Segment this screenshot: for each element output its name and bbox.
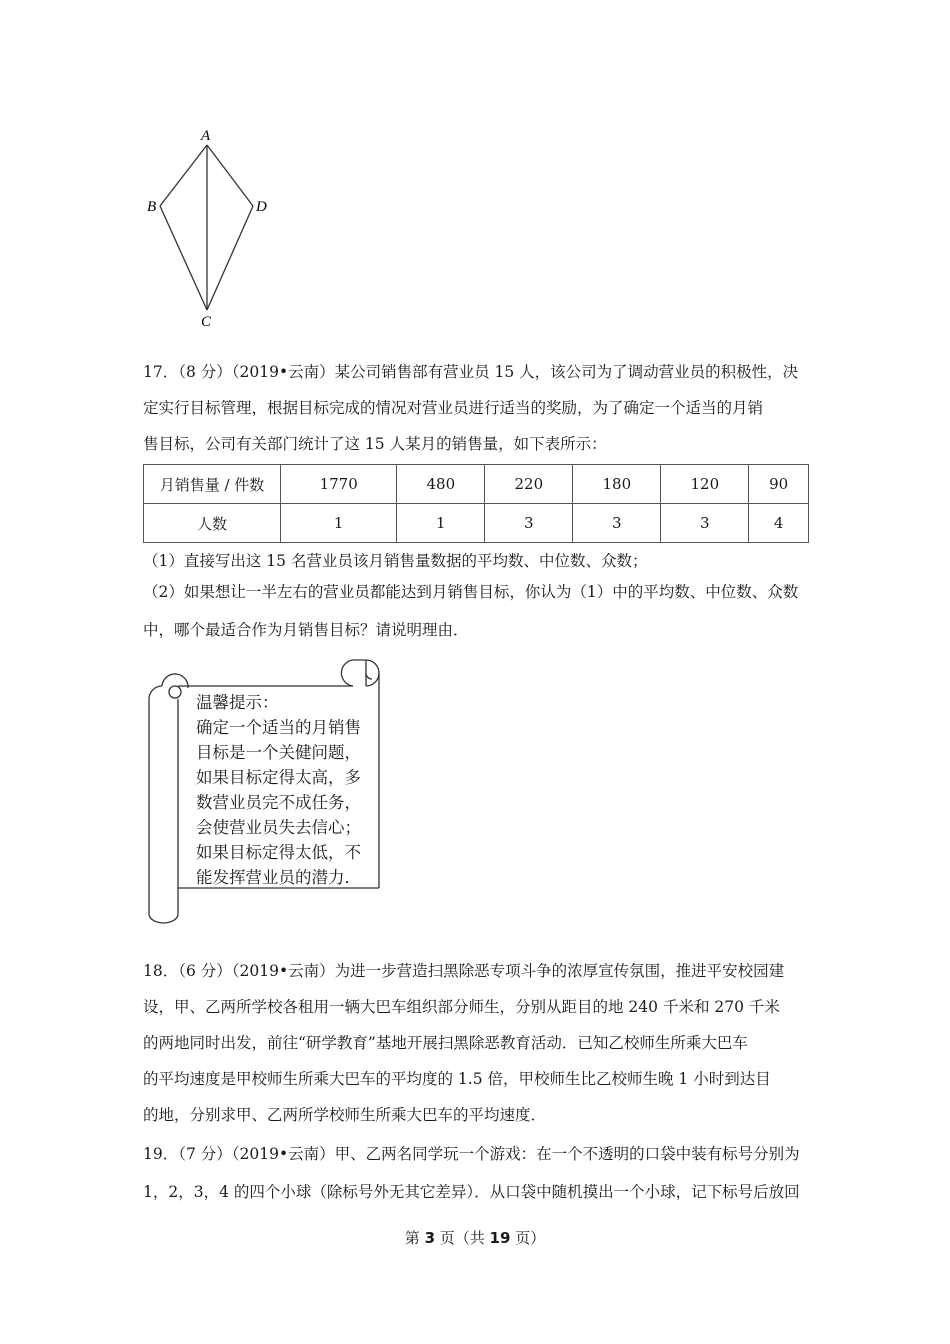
- kite-figure: [135, 120, 285, 340]
- q17-line-3: 售目标，公司有关部门统计了这 15 人某月的销售量，如下表所示：: [143, 435, 607, 453]
- q17-sub-1: （1）直接写出这 15 名营业员该月销售量数据的平均数、中位数、众数；: [143, 552, 648, 570]
- scroll-tip-text: [196, 690, 382, 890]
- q17-line-1: 17．（8 分）（2019•云南）某公司销售部有营业员 15 人，该公司为了调动营业员的积极性，决: [143, 363, 799, 381]
- edge-bc: [160, 206, 207, 310]
- q17-sub-2-line-2: 中，哪个最适合作为月销售目标？请说明理由．: [143, 621, 469, 639]
- scroll-line: 目标是一个关健问题，: [196, 743, 361, 762]
- footer-total-pages: 19: [489, 1229, 511, 1247]
- table-cell: 3: [573, 504, 661, 543]
- scroll-line: 如果目标定得太高，多: [196, 768, 361, 787]
- label-a: A: [201, 128, 211, 144]
- table-header-sales: 月销售量 / 件数: [144, 465, 281, 504]
- q18-line-3: 的两地同时出发，前往“研学教育”基地开展扫黑除恶教育活动．已知乙校师生所乘大巴车: [143, 1034, 748, 1052]
- table-cell: 90: [749, 465, 809, 504]
- table-cell: 3: [485, 504, 573, 543]
- footer-middle: 页（共: [435, 1229, 490, 1247]
- q18-line-1: 18．（6 分）（2019•云南）为进一步营造扫黑除恶专项斗争的浓厚宣传氛围，推进平安校园建: [143, 962, 785, 980]
- edge-ab: [160, 145, 207, 206]
- footer-suffix: 页）: [510, 1229, 546, 1247]
- table-cell: 1: [397, 504, 485, 543]
- table-row: [144, 465, 809, 504]
- q18-line-2: 设，甲、乙两所学校各租用一辆大巴车组织部分师生，分别从距目的地 240 千米和 270 千米: [143, 998, 780, 1016]
- q17-line-2: 定实行目标管理，根据目标完成的情况对营业员进行适当的奖励，为了确定一个适当的月销: [143, 399, 764, 417]
- scroll-line: 能发挥营业员的潜力．: [196, 868, 361, 887]
- table-cell: 120: [661, 465, 749, 504]
- q18-line-4: 的平均速度是甲校师生所乘大巴车的平均度的 1.5 倍，甲校师生比乙校师生晚 1 小时到达目: [143, 1070, 771, 1088]
- footer-prefix: 第: [404, 1229, 425, 1247]
- q19-line-2: 1，2，3，4 的四个小球（除标号外无其它差异）．从口袋中随机摸出一个小球，记下标号后放回: [143, 1183, 800, 1201]
- label-d: D: [256, 199, 267, 215]
- page-footer: [0, 1227, 950, 1248]
- table-cell: 4: [749, 504, 809, 543]
- sales-table: [143, 464, 809, 543]
- scroll-line: 如果目标定得太低，不: [196, 843, 361, 862]
- edge-ad: [207, 145, 253, 206]
- q17-sub-2-line-1: （2）如果想让一半左右的营业员都能达到月销售目标，你认为（1）中的平均数、中位数、众数: [143, 583, 799, 601]
- footer-page-number: 3: [424, 1229, 435, 1247]
- scroll-line: 会使营业员失去信心；: [196, 818, 361, 837]
- table-row: [144, 504, 809, 543]
- table-cell: 1770: [281, 465, 397, 504]
- label-b: B: [147, 199, 157, 215]
- scroll-line: 数营业员完不成任务，: [196, 793, 361, 812]
- table-header-people: 人数: [144, 504, 281, 543]
- table-cell: 1: [281, 504, 397, 543]
- q18-line-5: 的地，分别求甲、乙两所学校师生所乘大巴车的平均速度．: [143, 1106, 547, 1124]
- scroll-line: 确定一个适当的月销售: [196, 718, 361, 737]
- q19-line-1: 19．（7 分）（2019•云南）甲、乙两名同学玩一个游戏：在一个不透明的口袋中装有标号分别为: [143, 1145, 800, 1163]
- table-cell: 220: [485, 465, 573, 504]
- label-c: C: [201, 314, 212, 330]
- scroll-line: 温馨提示：: [196, 693, 279, 712]
- table-cell: 180: [573, 465, 661, 504]
- edge-dc: [207, 206, 253, 310]
- table-cell: 480: [397, 465, 485, 504]
- table-cell: 3: [661, 504, 749, 543]
